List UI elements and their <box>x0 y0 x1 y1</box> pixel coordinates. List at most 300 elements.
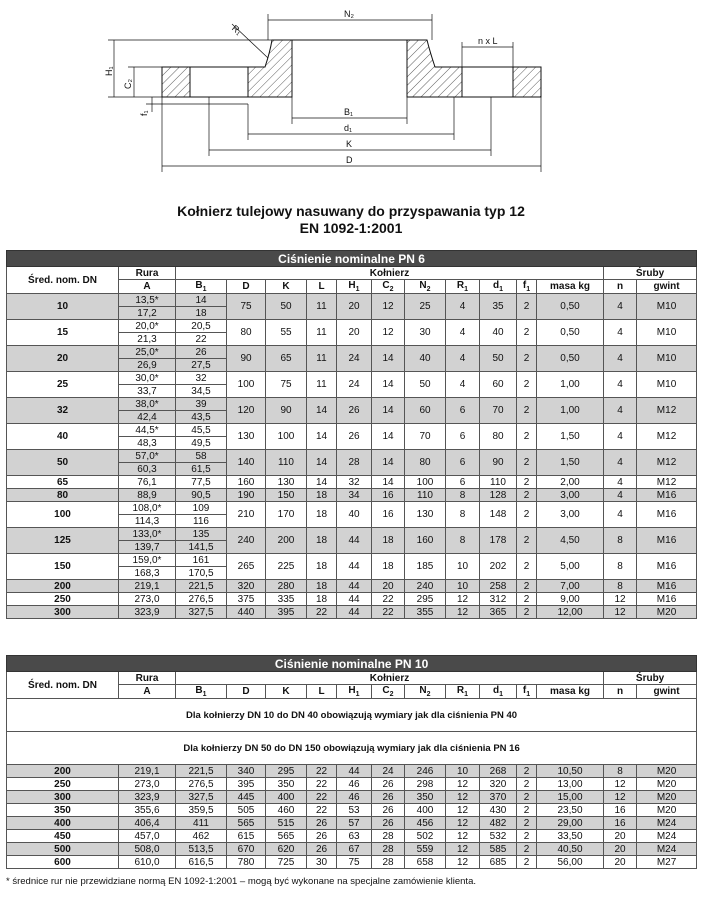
cell-k: 200 <box>266 528 307 554</box>
cell-l: 11 <box>307 346 337 372</box>
cell-a: 26,9 <box>119 359 176 372</box>
hdr-a: A <box>119 685 176 699</box>
cell-n: 20 <box>604 843 637 856</box>
cell-g: M27 <box>637 856 697 869</box>
cell-a: 57,0* <box>119 450 176 463</box>
cell-d: 60 <box>480 372 517 398</box>
cell-n: 185 <box>405 554 446 580</box>
cell-d: 128 <box>480 489 517 502</box>
hdr-h1: $H_1$ <box>337 280 372 294</box>
cell-r: 8 <box>446 489 480 502</box>
cell-d: 370 <box>480 791 517 804</box>
flange-drawing <box>0 0 702 195</box>
cell-r: 12 <box>446 791 480 804</box>
hdr-kolnierz: Kołnierz <box>176 267 604 280</box>
cell-h: 26 <box>337 398 372 424</box>
cell-b1: 327,5 <box>176 606 227 619</box>
cell-f: 2 <box>517 476 537 489</box>
cell-r: 4 <box>446 294 480 320</box>
cell-b1: 61,5 <box>176 463 227 476</box>
cell-n: 246 <box>405 765 446 778</box>
pn10-note-2: Dla kołnierzy DN 50 do DN 150 obowiązują wymiary jak dla ciśnienia PN 16 <box>7 732 697 765</box>
cell-m: 3,00 <box>537 502 604 528</box>
cell-d: 190 <box>227 489 266 502</box>
cell-dn: 250 <box>7 778 119 791</box>
cell-m: 5,00 <box>537 554 604 580</box>
cell-d: 258 <box>480 580 517 593</box>
cell-a: 273,0 <box>119 778 176 791</box>
cell-r: 8 <box>446 528 480 554</box>
cell-g: M12 <box>637 398 697 424</box>
cell-m: 1,50 <box>537 450 604 476</box>
cell-dn: 20 <box>7 346 119 372</box>
cell-l: 14 <box>307 450 337 476</box>
cell-n: 20 <box>604 856 637 869</box>
cell-m: 1,00 <box>537 372 604 398</box>
cell-b1: 77,5 <box>176 476 227 489</box>
table-row <box>7 424 697 437</box>
cell-n: 4 <box>604 476 637 489</box>
cell-n: 559 <box>405 843 446 856</box>
cell-c: 16 <box>372 502 405 528</box>
table-row <box>7 320 697 333</box>
hdr-h1: $H_1$ <box>337 685 372 699</box>
cell-n: 110 <box>405 489 446 502</box>
cell-k: 110 <box>266 450 307 476</box>
cell-k: 280 <box>266 580 307 593</box>
cell-m: 12,00 <box>537 606 604 619</box>
cell-g: M20 <box>637 804 697 817</box>
cell-d: 40 <box>480 320 517 346</box>
cell-f: 2 <box>517 843 537 856</box>
cell-a: 42,4 <box>119 411 176 424</box>
cell-d: 90 <box>227 346 266 372</box>
cell-a: 323,9 <box>119 791 176 804</box>
cell-b1: 32 <box>176 372 227 385</box>
cell-g: M20 <box>637 778 697 791</box>
cell-a: 20,0* <box>119 320 176 333</box>
cell-d: 340 <box>227 765 266 778</box>
cell-c: 28 <box>372 830 405 843</box>
cell-m: 13,00 <box>537 778 604 791</box>
cell-l: 11 <box>307 294 337 320</box>
cell-a: 25,0* <box>119 346 176 359</box>
cell-f: 2 <box>517 528 537 554</box>
cell-h: 75 <box>337 856 372 869</box>
cell-d: 440 <box>227 606 266 619</box>
cell-k: 460 <box>266 804 307 817</box>
cell-g: M10 <box>637 346 697 372</box>
cell-r: 12 <box>446 856 480 869</box>
cell-c: 16 <box>372 489 405 502</box>
cell-h: 32 <box>337 476 372 489</box>
table-row <box>7 580 697 593</box>
cell-r: 12 <box>446 817 480 830</box>
cell-n: 4 <box>604 346 637 372</box>
dim-k: K <box>346 139 353 149</box>
hdr-n: n <box>604 280 637 294</box>
cell-d: 130 <box>227 424 266 450</box>
cell-k: 725 <box>266 856 307 869</box>
cell-m: 1,00 <box>537 398 604 424</box>
cell-c: 12 <box>372 294 405 320</box>
cell-c: 14 <box>372 450 405 476</box>
cell-b1: 43,5 <box>176 411 227 424</box>
cell-l: 18 <box>307 489 337 502</box>
hdr-d1: $d_1$ <box>480 685 517 699</box>
cell-dn: 25 <box>7 372 119 398</box>
cell-r: 10 <box>446 554 480 580</box>
cell-d: 75 <box>227 294 266 320</box>
cell-d: 375 <box>227 593 266 606</box>
cell-a: 133,0* <box>119 528 176 541</box>
hdr-d1: $d_1$ <box>480 280 517 294</box>
cell-l: 11 <box>307 372 337 398</box>
cell-dn: 500 <box>7 843 119 856</box>
hdr-k: K <box>266 280 307 294</box>
dim-d1: d₁ <box>344 123 353 133</box>
dim-c2: C₂ <box>123 79 133 89</box>
hdr-sruby: Śruby <box>604 672 697 685</box>
table-row <box>7 778 697 791</box>
cell-k: 565 <box>266 830 307 843</box>
cell-g: M16 <box>637 593 697 606</box>
hdr-masa: masa kg <box>537 280 604 294</box>
cell-l: 26 <box>307 830 337 843</box>
dim-b1: B₁ <box>344 107 354 117</box>
table-row <box>7 765 697 778</box>
cell-g: M16 <box>637 502 697 528</box>
cell-r: 10 <box>446 765 480 778</box>
cell-g: M16 <box>637 580 697 593</box>
cell-c: 24 <box>372 765 405 778</box>
cell-l: 18 <box>307 502 337 528</box>
cell-n: 502 <box>405 830 446 843</box>
hdr-rura: Rura <box>119 672 176 685</box>
hdr-d: D <box>227 685 266 699</box>
cell-b1: 26 <box>176 346 227 359</box>
cell-c: 14 <box>372 372 405 398</box>
cell-d: 430 <box>480 804 517 817</box>
cell-c: 20 <box>372 580 405 593</box>
cell-k: 170 <box>266 502 307 528</box>
cell-n: 12 <box>604 593 637 606</box>
cell-b1: 27,5 <box>176 359 227 372</box>
cell-m: 4,50 <box>537 528 604 554</box>
cell-dn: 350 <box>7 804 119 817</box>
cell-d: 780 <box>227 856 266 869</box>
cell-h: 28 <box>337 450 372 476</box>
cell-r: 6 <box>446 424 480 450</box>
cell-b1: 39 <box>176 398 227 411</box>
hdr-sruby: Śruby <box>604 267 697 280</box>
hdr-f1: $f_1$ <box>517 685 537 699</box>
cell-dn: 200 <box>7 765 119 778</box>
cell-m: 2,00 <box>537 476 604 489</box>
cell-d: 532 <box>480 830 517 843</box>
cell-g: M16 <box>637 554 697 580</box>
cell-k: 395 <box>266 606 307 619</box>
cell-g: M20 <box>637 765 697 778</box>
cell-n: 130 <box>405 502 446 528</box>
cell-r: 10 <box>446 580 480 593</box>
cell-a: 30,0* <box>119 372 176 385</box>
cell-b1: 22 <box>176 333 227 346</box>
cell-f: 2 <box>517 489 537 502</box>
cell-l: 18 <box>307 528 337 554</box>
cell-d: 268 <box>480 765 517 778</box>
hdr-l: L <box>307 685 337 699</box>
cell-l: 14 <box>307 398 337 424</box>
cell-l: 26 <box>307 843 337 856</box>
cell-r: 4 <box>446 372 480 398</box>
cell-g: M10 <box>637 372 697 398</box>
cell-c: 14 <box>372 346 405 372</box>
cell-m: 23,50 <box>537 804 604 817</box>
table-row <box>7 830 697 843</box>
cell-n: 12 <box>604 606 637 619</box>
cell-n: 4 <box>604 424 637 450</box>
cell-n: 295 <box>405 593 446 606</box>
cell-d: 320 <box>480 778 517 791</box>
cell-b1: 49,5 <box>176 437 227 450</box>
cell-n: 16 <box>604 817 637 830</box>
hdr-r1: $R_1$ <box>446 280 480 294</box>
table-row <box>7 843 697 856</box>
cell-n: 298 <box>405 778 446 791</box>
cell-a: 508,0 <box>119 843 176 856</box>
cell-d: 148 <box>480 502 517 528</box>
dim-h1: H₁ <box>104 66 114 76</box>
cell-dn: 100 <box>7 502 119 528</box>
cell-f: 2 <box>517 346 537 372</box>
cell-d: 320 <box>227 580 266 593</box>
cell-a: 76,1 <box>119 476 176 489</box>
cell-l: 22 <box>307 804 337 817</box>
cell-c: 28 <box>372 856 405 869</box>
cell-a: 21,3 <box>119 333 176 346</box>
cell-m: 7,00 <box>537 580 604 593</box>
cell-dn: 50 <box>7 450 119 476</box>
hdr-kolnierz: Kołnierz <box>176 672 604 685</box>
cell-k: 90 <box>266 398 307 424</box>
cell-a: 406,4 <box>119 817 176 830</box>
cell-d: 365 <box>480 606 517 619</box>
cell-c: 26 <box>372 804 405 817</box>
hdr-a: A <box>119 280 176 294</box>
dim-n2: N₂ <box>344 9 354 19</box>
page-title: Kołnierz tulejowy nasuwany do przyspawania typ 12 <box>177 203 525 219</box>
flange-section <box>162 40 541 97</box>
cell-h: 24 <box>337 346 372 372</box>
cell-d: 178 <box>480 528 517 554</box>
table-row <box>7 372 697 385</box>
cell-a: 33,7 <box>119 385 176 398</box>
cell-d: 210 <box>227 502 266 528</box>
cell-m: 9,00 <box>537 593 604 606</box>
cell-b1: 116 <box>176 515 227 528</box>
hdr-dn: Śred. nom. DN <box>7 672 119 699</box>
cell-f: 2 <box>517 830 537 843</box>
cell-a: 610,0 <box>119 856 176 869</box>
cell-n: 400 <box>405 804 446 817</box>
cell-b1: 221,5 <box>176 765 227 778</box>
cell-k: 75 <box>266 372 307 398</box>
cell-f: 2 <box>517 398 537 424</box>
pn10-heading: Ciśnienie nominalne PN 10 <box>7 656 697 672</box>
cell-n: 40 <box>405 346 446 372</box>
cell-f: 2 <box>517 450 537 476</box>
cell-dn: 600 <box>7 856 119 869</box>
hdr-n2: $N_2$ <box>405 280 446 294</box>
cell-n: 70 <box>405 424 446 450</box>
cell-l: 18 <box>307 580 337 593</box>
table-row <box>7 791 697 804</box>
cell-a: 108,0* <box>119 502 176 515</box>
hdr-n2: $N_2$ <box>405 685 446 699</box>
cell-r: 12 <box>446 830 480 843</box>
cell-l: 18 <box>307 593 337 606</box>
cell-b1: 462 <box>176 830 227 843</box>
cell-l: 22 <box>307 765 337 778</box>
cell-d: 110 <box>480 476 517 489</box>
cell-b1: 90,5 <box>176 489 227 502</box>
cell-a: 13,5* <box>119 294 176 307</box>
cell-b1: 18 <box>176 307 227 320</box>
hdr-d: D <box>227 280 266 294</box>
cell-a: 114,3 <box>119 515 176 528</box>
cell-c: 26 <box>372 817 405 830</box>
cell-a: 323,9 <box>119 606 176 619</box>
cell-d: 160 <box>227 476 266 489</box>
cell-c: 28 <box>372 843 405 856</box>
cell-d: 395 <box>227 778 266 791</box>
table-row <box>7 804 697 817</box>
cell-c: 22 <box>372 593 405 606</box>
cell-dn: 400 <box>7 817 119 830</box>
cell-c: 18 <box>372 554 405 580</box>
cell-m: 0,50 <box>537 346 604 372</box>
cell-h: 67 <box>337 843 372 856</box>
cell-b1: 141,5 <box>176 541 227 554</box>
cell-f: 2 <box>517 791 537 804</box>
cell-h: 20 <box>337 294 372 320</box>
footnote: * średnice rur nie przewidziane normą EN 1092-1:2001 – mogą być wykonane na specjalne zamówienie klienta. <box>6 876 476 887</box>
hdr-gwint: gwint <box>637 280 697 294</box>
cell-b1: 34,5 <box>176 385 227 398</box>
cell-k: 335 <box>266 593 307 606</box>
cell-a: 60,3 <box>119 463 176 476</box>
cell-a: 48,3 <box>119 437 176 450</box>
cell-d: 202 <box>480 554 517 580</box>
cell-r: 12 <box>446 606 480 619</box>
cell-d: 50 <box>480 346 517 372</box>
cell-n: 100 <box>405 476 446 489</box>
cell-dn: 125 <box>7 528 119 554</box>
cell-g: M24 <box>637 817 697 830</box>
cell-a: 88,9 <box>119 489 176 502</box>
hdr-c2: $C_2$ <box>372 280 405 294</box>
table-row <box>7 398 697 411</box>
cell-c: 18 <box>372 528 405 554</box>
cell-n: 658 <box>405 856 446 869</box>
cell-f: 2 <box>517 580 537 593</box>
table-row <box>7 528 697 541</box>
table-row <box>7 346 697 359</box>
cell-r: 6 <box>446 450 480 476</box>
cell-n: 456 <box>405 817 446 830</box>
cell-g: M20 <box>637 606 697 619</box>
cell-c: 14 <box>372 476 405 489</box>
cell-b1: 45,5 <box>176 424 227 437</box>
cell-k: 55 <box>266 320 307 346</box>
cell-r: 12 <box>446 778 480 791</box>
cell-d: 35 <box>480 294 517 320</box>
pn6-heading: Ciśnienie nominalne PN 6 <box>7 251 697 267</box>
cell-d: 80 <box>227 320 266 346</box>
cell-k: 350 <box>266 778 307 791</box>
cell-m: 15,00 <box>537 791 604 804</box>
cell-f: 2 <box>517 817 537 830</box>
cell-b1: 359,5 <box>176 804 227 817</box>
hdr-dn: Śred. nom. DN <box>7 267 119 294</box>
cell-b1: 616,5 <box>176 856 227 869</box>
cell-h: 44 <box>337 554 372 580</box>
cell-a: 219,1 <box>119 765 176 778</box>
cell-l: 11 <box>307 320 337 346</box>
cell-m: 33,50 <box>537 830 604 843</box>
cell-a: 17,2 <box>119 307 176 320</box>
table-row <box>7 502 697 515</box>
cell-r: 12 <box>446 804 480 817</box>
cell-g: M16 <box>637 528 697 554</box>
cell-f: 2 <box>517 606 537 619</box>
cell-dn: 40 <box>7 424 119 450</box>
cell-n: 240 <box>405 580 446 593</box>
cell-f: 2 <box>517 502 537 528</box>
cell-d: 312 <box>480 593 517 606</box>
cell-dn: 250 <box>7 593 119 606</box>
cell-h: 44 <box>337 765 372 778</box>
cell-n: 355 <box>405 606 446 619</box>
cell-n: 4 <box>604 450 637 476</box>
cell-a: 355,6 <box>119 804 176 817</box>
cell-l: 22 <box>307 791 337 804</box>
cell-r: 4 <box>446 320 480 346</box>
cell-d: 615 <box>227 830 266 843</box>
cell-a: 168,3 <box>119 567 176 580</box>
cell-d: 265 <box>227 554 266 580</box>
hdr-n: n <box>604 685 637 699</box>
cell-dn: 200 <box>7 580 119 593</box>
cell-c: 14 <box>372 424 405 450</box>
table-row <box>7 593 697 606</box>
cell-d: 670 <box>227 843 266 856</box>
cell-dn: 300 <box>7 791 119 804</box>
cell-h: 44 <box>337 606 372 619</box>
cell-n: 30 <box>405 320 446 346</box>
cell-b1: 513,5 <box>176 843 227 856</box>
cell-f: 2 <box>517 765 537 778</box>
cell-f: 2 <box>517 554 537 580</box>
table-row <box>7 606 697 619</box>
cell-g: M10 <box>637 320 697 346</box>
cell-g: M12 <box>637 476 697 489</box>
cell-dn: 450 <box>7 830 119 843</box>
table-row <box>7 856 697 869</box>
cell-g: M12 <box>637 424 697 450</box>
cell-b1: 221,5 <box>176 580 227 593</box>
